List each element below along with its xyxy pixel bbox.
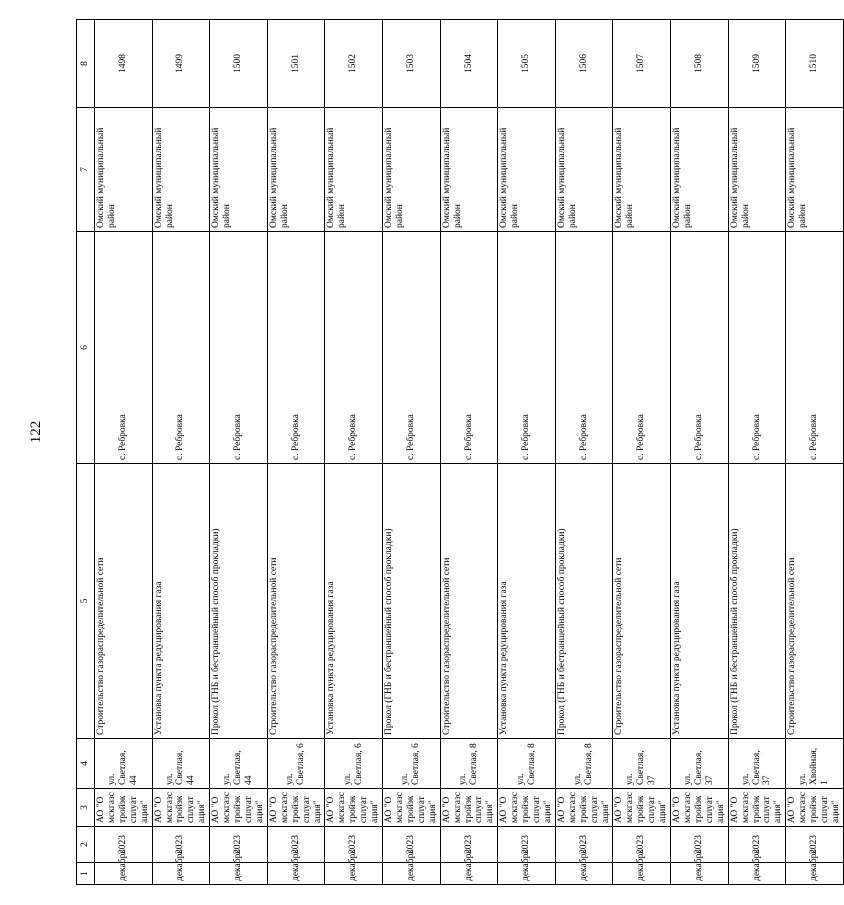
table-row <box>498 20 556 885</box>
column-header: 1 <box>77 863 95 885</box>
cell-number: 1501 <box>267 20 325 108</box>
cell-month: декабрь <box>325 863 383 885</box>
cell-year: 2023 <box>498 827 556 863</box>
cell-settlement: с. Ребровка <box>152 232 210 464</box>
cell-address: ул. Светлая, 37 <box>671 739 729 789</box>
table-row <box>95 20 153 885</box>
cell-settlement: с. Ребровка <box>267 232 325 464</box>
cell-month: декабрь <box>555 863 613 885</box>
cell-work: Строительство газораспределительной сети <box>267 464 325 739</box>
cell-settlement: с. Ребровка <box>613 232 671 464</box>
cell-month: декабрь <box>267 863 325 885</box>
cell-settlement: с. Ребровка <box>786 232 844 464</box>
cell-settlement: с. Ребровка <box>671 232 729 464</box>
cell-work: Прокол (ГНБ и бестраншейный способ прокладки) <box>383 464 441 739</box>
cell-district: Омский муниципальный район <box>671 108 729 232</box>
cell-executor: АО "Омскгазстройэксплуатация" <box>267 789 325 827</box>
cell-number: 1500 <box>210 20 268 108</box>
cell-month: декабрь <box>613 863 671 885</box>
cell-number: 1508 <box>671 20 729 108</box>
cell-address: ул. Светлая, 6 <box>383 739 441 789</box>
table-row <box>613 20 671 885</box>
cell-address: ул. Светлая, 6 <box>267 739 325 789</box>
cell-settlement: с. Ребровка <box>383 232 441 464</box>
column-header: 5 <box>77 464 95 739</box>
table-row <box>267 20 325 885</box>
table-row <box>152 20 210 885</box>
cell-district: Омский муниципальный район <box>498 108 556 232</box>
cell-number: 1506 <box>555 20 613 108</box>
column-header: 8 <box>77 20 95 108</box>
cell-year: 2023 <box>440 827 498 863</box>
cell-number: 1505 <box>498 20 556 108</box>
cell-work: Установка пункта редуцирования газа <box>325 464 383 739</box>
column-header: 6 <box>77 232 95 464</box>
cell-year: 2023 <box>95 827 153 863</box>
table-row <box>728 20 786 885</box>
table-row <box>325 20 383 885</box>
cell-settlement: с. Ребровка <box>555 232 613 464</box>
column-header: 2 <box>77 827 95 863</box>
cell-settlement: с. Ребровка <box>325 232 383 464</box>
cell-district: Омский муниципальный район <box>210 108 268 232</box>
cell-district: Омский муниципальный район <box>267 108 325 232</box>
cell-month: декабрь <box>383 863 441 885</box>
cell-settlement: с. Ребровка <box>440 232 498 464</box>
cell-month: декабрь <box>498 863 556 885</box>
cell-executor: АО "Омскгазстройэксплуатация" <box>728 789 786 827</box>
cell-number: 1498 <box>95 20 153 108</box>
cell-settlement: с. Ребровка <box>728 232 786 464</box>
cell-year: 2023 <box>210 827 268 863</box>
cell-month: декабрь <box>95 863 153 885</box>
rotated-table-container <box>76 20 841 885</box>
cell-district: Омский муниципальный район <box>613 108 671 232</box>
cell-month: декабрь <box>210 863 268 885</box>
cell-settlement: с. Ребровка <box>210 232 268 464</box>
cell-district: Омский муниципальный район <box>152 108 210 232</box>
data-table <box>76 19 844 885</box>
cell-address: ул. Светлая, 6 <box>325 739 383 789</box>
cell-address: ул. Светлая, 44 <box>210 739 268 789</box>
cell-number: 1503 <box>383 20 441 108</box>
cell-executor: АО "Омскгазстройэксплуатация" <box>671 789 729 827</box>
cell-year: 2023 <box>383 827 441 863</box>
cell-month: декабрь <box>152 863 210 885</box>
cell-month: декабрь <box>728 863 786 885</box>
cell-number: 1502 <box>325 20 383 108</box>
table-row <box>555 20 613 885</box>
cell-number: 1510 <box>786 20 844 108</box>
cell-work: Прокол (ГНБ и бестраншейный способ прокладки) <box>728 464 786 739</box>
table-row <box>786 20 844 885</box>
cell-year: 2023 <box>671 827 729 863</box>
cell-district: Омский муниципальный район <box>383 108 441 232</box>
page-number: 122 <box>28 420 44 444</box>
cell-work: Установка пункта редуцирования газа <box>152 464 210 739</box>
cell-district: Омский муниципальный район <box>786 108 844 232</box>
cell-year: 2023 <box>728 827 786 863</box>
column-header: 7 <box>77 108 95 232</box>
header-row <box>77 20 95 885</box>
column-header: 4 <box>77 739 95 789</box>
cell-work: Строительство газораспределительной сети <box>440 464 498 739</box>
cell-number: 1507 <box>613 20 671 108</box>
cell-work: Строительство газораспределительной сети <box>786 464 844 739</box>
cell-executor: АО "Омскгазстройэксплуатация" <box>498 789 556 827</box>
cell-district: Омский муниципальный район <box>555 108 613 232</box>
cell-month: декабрь <box>786 863 844 885</box>
cell-executor: АО "Омскгазстройэксплуатация" <box>440 789 498 827</box>
cell-executor: АО "Омскгазстройэксплуатация" <box>152 789 210 827</box>
cell-executor: АО "Омскгазстройэксплуатация" <box>786 789 844 827</box>
table-row <box>671 20 729 885</box>
cell-number: 1509 <box>728 20 786 108</box>
cell-address: ул. Светлая, 8 <box>440 739 498 789</box>
cell-executor: АО "Омскгазстройэксплуатация" <box>95 789 153 827</box>
column-header: 3 <box>77 789 95 827</box>
cell-executor: АО "Омскгазстройэксплуатация" <box>555 789 613 827</box>
cell-work: Строительство газораспределительной сети <box>613 464 671 739</box>
cell-address: ул. Хвойная, 1 <box>786 739 844 789</box>
cell-address: ул. Светлая, 8 <box>498 739 556 789</box>
cell-number: 1504 <box>440 20 498 108</box>
cell-address: ул. Светлая, 44 <box>95 739 153 789</box>
cell-year: 2023 <box>325 827 383 863</box>
table-row <box>210 20 268 885</box>
cell-address: ул. Светлая, 8 <box>555 739 613 789</box>
cell-month: декабрь <box>440 863 498 885</box>
cell-address: ул. Светлая, 37 <box>613 739 671 789</box>
cell-work: Строительство газораспределительной сети <box>95 464 153 739</box>
cell-district: Омский муниципальный район <box>95 108 153 232</box>
cell-district: Омский муниципальный район <box>728 108 786 232</box>
cell-district: Омский муниципальный район <box>325 108 383 232</box>
cell-year: 2023 <box>267 827 325 863</box>
cell-executor: АО "Омскгазстройэксплуатация" <box>383 789 441 827</box>
cell-address: ул. Светлая, 37 <box>728 739 786 789</box>
cell-month: декабрь <box>671 863 729 885</box>
cell-executor: АО "Омскгазстройэксплуатация" <box>210 789 268 827</box>
cell-work: Установка пункта редуцирования газа <box>671 464 729 739</box>
cell-district: Омский муниципальный район <box>440 108 498 232</box>
cell-executor: АО "Омскгазстройэксплуатация" <box>613 789 671 827</box>
cell-number: 1499 <box>152 20 210 108</box>
cell-year: 2023 <box>555 827 613 863</box>
cell-work: Прокол (ГНБ и бестраншейный способ прокладки) <box>210 464 268 739</box>
cell-work: Установка пункта редуцирования газа <box>498 464 556 739</box>
cell-settlement: с. Ребровка <box>95 232 153 464</box>
cell-year: 2023 <box>786 827 844 863</box>
cell-settlement: с. Ребровка <box>498 232 556 464</box>
table-row <box>383 20 441 885</box>
cell-executor: АО "Омскгазстройэксплуатация" <box>325 789 383 827</box>
cell-address: ул. Светлая, 44 <box>152 739 210 789</box>
cell-work: Прокол (ГНБ и бестраншейный способ прокладки) <box>555 464 613 739</box>
table-row <box>440 20 498 885</box>
cell-year: 2023 <box>152 827 210 863</box>
cell-year: 2023 <box>613 827 671 863</box>
